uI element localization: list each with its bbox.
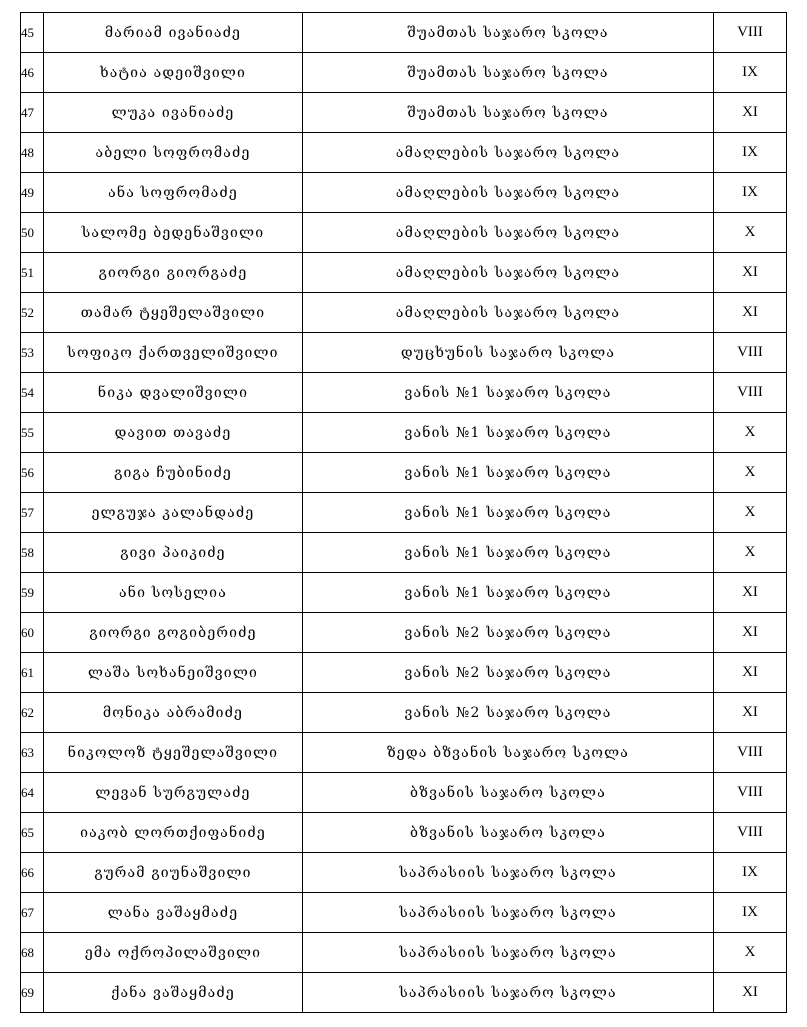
grade-cell: XI: [714, 693, 787, 733]
student-name-cell: ემა ოქროპილაშვილი: [44, 933, 303, 973]
school-name-cell: ვანის №1 საჯარო სკოლა: [303, 373, 714, 413]
school-name-cell: საპრასიის საჯარო სკოლა: [303, 853, 714, 893]
table-row: [21, 893, 787, 933]
table-row: [21, 413, 787, 453]
student-name-cell: იაკობ ლორთქიფანიძე: [44, 813, 303, 853]
student-name-cell: სალომე ბედენაშვილი: [44, 213, 303, 253]
table-row: [21, 813, 787, 853]
student-name-cell: ელგუჯა კალანდაძე: [44, 493, 303, 533]
table-row: [21, 653, 787, 693]
student-name-cell: ლევან სურგულაძე: [44, 773, 303, 813]
student-name-cell: გიორგი გოგიბერიძე: [44, 613, 303, 653]
table-row: [21, 493, 787, 533]
student-name-cell: ხატია ადეიშვილი: [44, 53, 303, 93]
school-name-cell: ვანის №1 საჯარო სკოლა: [303, 413, 714, 453]
row-number-cell: 54: [21, 373, 44, 413]
grade-cell: X: [714, 533, 787, 573]
student-name-cell: ანა სოფრომაძე: [44, 173, 303, 213]
table-row: [21, 293, 787, 333]
row-number-cell: 66: [21, 853, 44, 893]
school-name-cell: ამაღლების საჯარო სკოლა: [303, 173, 714, 213]
student-name-cell: გიგა ჩუბინიძე: [44, 453, 303, 493]
row-number-cell: 57: [21, 493, 44, 533]
school-name-cell: შუამთას საჯარო სკოლა: [303, 13, 714, 53]
student-list-sheet: [20, 12, 784, 1013]
table-row: [21, 213, 787, 253]
school-name-cell: ვანის №2 საჯარო სკოლა: [303, 653, 714, 693]
row-number-cell: 61: [21, 653, 44, 693]
grade-cell: VIII: [714, 373, 787, 413]
table-row: [21, 373, 787, 413]
school-name-cell: საპრასიის საჯარო სკოლა: [303, 973, 714, 1013]
student-name-cell: აბელი სოფრომაძე: [44, 133, 303, 173]
student-name-cell: სოფიკო ქართველიშვილი: [44, 333, 303, 373]
grade-cell: X: [714, 493, 787, 533]
row-number-cell: 69: [21, 973, 44, 1013]
school-name-cell: საპრასიის საჯარო სკოლა: [303, 893, 714, 933]
row-number-cell: 62: [21, 693, 44, 733]
table-row: [21, 613, 787, 653]
grade-cell: XI: [714, 93, 787, 133]
student-name-cell: გიორგი გიორგაძე: [44, 253, 303, 293]
row-number-cell: 58: [21, 533, 44, 573]
school-name-cell: შუამთას საჯარო სკოლა: [303, 53, 714, 93]
row-number-cell: 64: [21, 773, 44, 813]
row-number-cell: 50: [21, 213, 44, 253]
student-name-cell: ლაშა სოხანეიშვილი: [44, 653, 303, 693]
grade-cell: IX: [714, 53, 787, 93]
school-name-cell: ამაღლების საჯარო სკოლა: [303, 133, 714, 173]
table-row: [21, 933, 787, 973]
row-number-cell: 59: [21, 573, 44, 613]
grade-cell: IX: [714, 853, 787, 893]
grade-cell: XI: [714, 653, 787, 693]
grade-cell: XI: [714, 293, 787, 333]
school-name-cell: ამაღლების საჯარო სკოლა: [303, 213, 714, 253]
student-name-cell: ნიკოლოზ ტყეშელაშვილი: [44, 733, 303, 773]
row-number-cell: 56: [21, 453, 44, 493]
student-name-cell: მარიამ ივანიაძე: [44, 13, 303, 53]
grade-cell: IX: [714, 173, 787, 213]
table-row: [21, 693, 787, 733]
row-number-cell: 48: [21, 133, 44, 173]
grade-cell: XI: [714, 613, 787, 653]
student-name-cell: მონიკა აბრამიძე: [44, 693, 303, 733]
row-number-cell: 65: [21, 813, 44, 853]
table-row: [21, 533, 787, 573]
student-name-cell: თამარ ტყეშელაშვილი: [44, 293, 303, 333]
row-number-cell: 55: [21, 413, 44, 453]
grade-cell: X: [714, 933, 787, 973]
school-name-cell: ამაღლების საჯარო სკოლა: [303, 253, 714, 293]
school-name-cell: ვანის №1 საჯარო სკოლა: [303, 573, 714, 613]
grade-cell: X: [714, 453, 787, 493]
grade-cell: VIII: [714, 333, 787, 373]
row-number-cell: 63: [21, 733, 44, 773]
student-name-cell: ლუკა ივანიაძე: [44, 93, 303, 133]
table-row: [21, 773, 787, 813]
row-number-cell: 46: [21, 53, 44, 93]
student-name-cell: გურამ გიუნაშვილი: [44, 853, 303, 893]
table-row: [21, 733, 787, 773]
school-name-cell: შუამთას საჯარო სკოლა: [303, 93, 714, 133]
school-name-cell: ვანის №2 საჯარო სკოლა: [303, 613, 714, 653]
table-row: [21, 453, 787, 493]
student-name-cell: ანი სოსელია: [44, 573, 303, 613]
school-name-cell: ბზვანის საჯარო სკოლა: [303, 773, 714, 813]
row-number-cell: 45: [21, 13, 44, 53]
row-number-cell: 67: [21, 893, 44, 933]
grade-cell: VIII: [714, 813, 787, 853]
grade-cell: IX: [714, 893, 787, 933]
student-name-cell: ლანა ვაშაყმაძე: [44, 893, 303, 933]
school-name-cell: ვანის №1 საჯარო სკოლა: [303, 533, 714, 573]
school-name-cell: ვანის №2 საჯარო სკოლა: [303, 693, 714, 733]
student-name-cell: დავით თავაძე: [44, 413, 303, 453]
school-name-cell: ზედა ბზვანის საჯარო სკოლა: [303, 733, 714, 773]
school-name-cell: ამაღლების საჯარო სკოლა: [303, 293, 714, 333]
grade-cell: VIII: [714, 13, 787, 53]
row-number-cell: 52: [21, 293, 44, 333]
student-name-cell: ნიკა დვალიშვილი: [44, 373, 303, 413]
table-row: [21, 333, 787, 373]
school-name-cell: ვანის №1 საჯარო სკოლა: [303, 453, 714, 493]
grade-cell: XI: [714, 253, 787, 293]
school-name-cell: დუცხუნის საჯარო სკოლა: [303, 333, 714, 373]
grade-cell: VIII: [714, 773, 787, 813]
row-number-cell: 53: [21, 333, 44, 373]
row-number-cell: 60: [21, 613, 44, 653]
table-row: [21, 253, 787, 293]
table-row: [21, 13, 787, 53]
grade-cell: XI: [714, 573, 787, 613]
row-number-cell: 68: [21, 933, 44, 973]
student-table-body: [21, 13, 787, 1013]
school-name-cell: საპრასიის საჯარო სკოლა: [303, 933, 714, 973]
grade-cell: XI: [714, 973, 787, 1013]
row-number-cell: 51: [21, 253, 44, 293]
table-row: [21, 93, 787, 133]
table-row: [21, 573, 787, 613]
table-row: [21, 173, 787, 213]
row-number-cell: 49: [21, 173, 44, 213]
student-table: [20, 12, 787, 1013]
grade-cell: IX: [714, 133, 787, 173]
grade-cell: VIII: [714, 733, 787, 773]
school-name-cell: ბზვანის საჯარო სკოლა: [303, 813, 714, 853]
grade-cell: X: [714, 213, 787, 253]
table-row: [21, 853, 787, 893]
student-name-cell: ქანა ვაშაყმაძე: [44, 973, 303, 1013]
school-name-cell: ვანის №1 საჯარო სკოლა: [303, 493, 714, 533]
table-row: [21, 973, 787, 1013]
table-row: [21, 133, 787, 173]
student-name-cell: გივი პაიკიძე: [44, 533, 303, 573]
table-row: [21, 53, 787, 93]
row-number-cell: 47: [21, 93, 44, 133]
grade-cell: X: [714, 413, 787, 453]
